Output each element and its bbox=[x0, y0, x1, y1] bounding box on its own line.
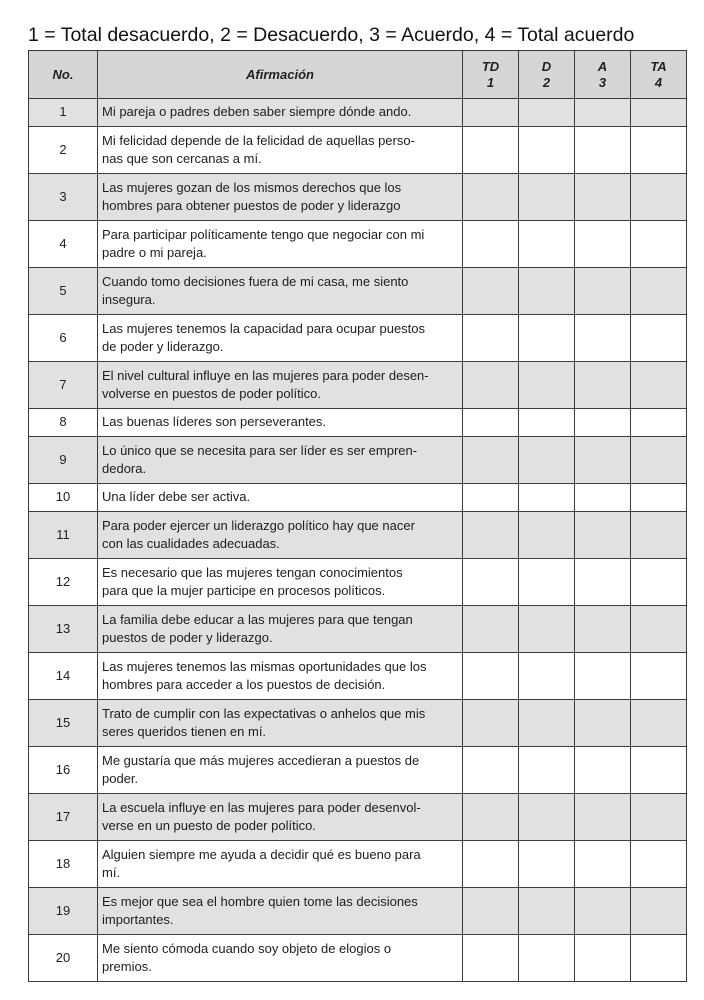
affirmation-line: premios. bbox=[102, 959, 152, 974]
response-cell-a[interactable] bbox=[575, 315, 631, 362]
header-d bbox=[519, 51, 575, 99]
affirmation-text bbox=[98, 747, 463, 794]
table-row bbox=[29, 747, 687, 794]
affirmation-line: de poder y liderazgo. bbox=[102, 339, 224, 354]
affirmation-line: padre o mi pareja. bbox=[102, 245, 207, 260]
affirmation-line: importantes. bbox=[102, 912, 174, 927]
affirmation-line: Una líder debe ser activa. bbox=[102, 489, 251, 505]
response-cell-ta[interactable] bbox=[631, 362, 687, 409]
affirmation-text bbox=[98, 268, 463, 315]
response-cell-d[interactable] bbox=[519, 747, 575, 794]
response-cell-d[interactable] bbox=[519, 606, 575, 653]
response-cell-a[interactable] bbox=[575, 653, 631, 700]
response-cell-d[interactable] bbox=[519, 888, 575, 935]
affirmation-line: verse en un puesto de poder político. bbox=[102, 818, 316, 833]
response-cell-ta[interactable] bbox=[631, 99, 687, 127]
row-number: 17 bbox=[29, 794, 98, 841]
affirmation-line: Para poder ejercer un liderazgo político hay que nacer bbox=[102, 517, 415, 533]
response-cell-ta[interactable] bbox=[631, 221, 687, 268]
response-cell-a[interactable] bbox=[575, 935, 631, 982]
header-code: TD bbox=[481, 58, 500, 74]
row-number: 18 bbox=[29, 841, 98, 888]
header-number: 2 bbox=[542, 74, 551, 90]
affirmation-text bbox=[98, 362, 463, 409]
affirmation-line: puestos de poder y liderazgo. bbox=[102, 630, 273, 645]
response-cell-d[interactable] bbox=[519, 99, 575, 127]
affirmation-line: Es necesario que las mujeres tengan conocimientos bbox=[102, 564, 403, 580]
response-cell-td[interactable] bbox=[463, 99, 519, 127]
survey-body bbox=[29, 99, 687, 982]
row-number: 19 bbox=[29, 888, 98, 935]
affirmation-text bbox=[98, 99, 463, 127]
response-cell-d[interactable] bbox=[519, 484, 575, 512]
response-cell-d[interactable] bbox=[519, 794, 575, 841]
response-cell-d[interactable] bbox=[519, 221, 575, 268]
affirmation-line: Lo único que se necesita para ser líder es ser empren- bbox=[102, 442, 418, 458]
affirmation-line: Es mejor que sea el hombre quien tome las decisiones bbox=[102, 893, 418, 909]
response-cell-td[interactable] bbox=[463, 174, 519, 221]
row-number: 15 bbox=[29, 700, 98, 747]
response-cell-d[interactable] bbox=[519, 653, 575, 700]
affirmation-line: Trato de cumplir con las expectativas o anhelos que mis bbox=[102, 705, 426, 721]
survey-table bbox=[28, 50, 687, 982]
affirmation-line: Las mujeres tenemos las mismas oportunidades que los bbox=[102, 658, 427, 674]
affirmation-line: dedora. bbox=[102, 461, 147, 476]
affirmation-line: hombres para obtener puestos de poder y liderazgo bbox=[102, 198, 401, 213]
table-row bbox=[29, 409, 687, 437]
affirmation-line: volverse en puestos de poder político. bbox=[102, 386, 321, 401]
response-cell-d[interactable] bbox=[519, 127, 575, 174]
response-cell-ta[interactable] bbox=[631, 559, 687, 606]
response-cell-d[interactable] bbox=[519, 268, 575, 315]
response-cell-td[interactable] bbox=[463, 747, 519, 794]
header-td bbox=[463, 51, 519, 99]
response-cell-td[interactable] bbox=[463, 606, 519, 653]
response-cell-a[interactable] bbox=[575, 841, 631, 888]
header-number: 1 bbox=[486, 74, 495, 90]
response-cell-a[interactable] bbox=[575, 127, 631, 174]
table-row bbox=[29, 700, 687, 747]
affirmation-line: Alguien siempre me ayuda a decidir qué es bueno para bbox=[102, 846, 421, 862]
affirmation-text bbox=[98, 653, 463, 700]
response-cell-ta[interactable] bbox=[631, 888, 687, 935]
response-cell-td[interactable] bbox=[463, 841, 519, 888]
row-number: 16 bbox=[29, 747, 98, 794]
affirmation-line: La familia debe educar a las mujeres para que tengan bbox=[102, 611, 413, 627]
table-row bbox=[29, 841, 687, 888]
header-code: D bbox=[541, 58, 552, 74]
response-cell-td[interactable] bbox=[463, 794, 519, 841]
row-number: 6 bbox=[29, 315, 98, 362]
scale-legend: 1 = Total desacuerdo, 2 = Desacuerdo, 3 = Acuerdo, 4 = Total acuerdo bbox=[28, 24, 635, 46]
table-row bbox=[29, 221, 687, 268]
affirmation-line: El nivel cultural influye en las mujeres para poder desen- bbox=[102, 367, 429, 383]
response-cell-td[interactable] bbox=[463, 512, 519, 559]
header-no: No. bbox=[29, 51, 98, 99]
response-cell-ta[interactable] bbox=[631, 484, 687, 512]
response-cell-a[interactable] bbox=[575, 362, 631, 409]
response-cell-d[interactable] bbox=[519, 512, 575, 559]
response-cell-d[interactable] bbox=[519, 935, 575, 982]
table-row bbox=[29, 559, 687, 606]
row-number: 9 bbox=[29, 437, 98, 484]
table-row bbox=[29, 935, 687, 982]
response-cell-d[interactable] bbox=[519, 409, 575, 437]
affirmation-line: poder. bbox=[102, 771, 139, 786]
affirmation-line: Mi felicidad depende de la felicidad de aquellas perso- bbox=[102, 132, 415, 148]
affirmation-line: mí. bbox=[102, 865, 121, 880]
response-cell-ta[interactable] bbox=[631, 127, 687, 174]
response-cell-a[interactable] bbox=[575, 409, 631, 437]
row-number: 12 bbox=[29, 559, 98, 606]
response-cell-d[interactable] bbox=[519, 174, 575, 221]
response-cell-td[interactable] bbox=[463, 362, 519, 409]
response-cell-td[interactable] bbox=[463, 221, 519, 268]
affirmation-text bbox=[98, 409, 463, 437]
table-row bbox=[29, 437, 687, 484]
affirmation-text bbox=[98, 700, 463, 747]
affirmation-text bbox=[98, 127, 463, 174]
row-number: 10 bbox=[29, 484, 98, 512]
response-cell-ta[interactable] bbox=[631, 409, 687, 437]
response-cell-d[interactable] bbox=[519, 437, 575, 484]
response-cell-td[interactable] bbox=[463, 888, 519, 935]
row-number: 7 bbox=[29, 362, 98, 409]
affirmation-line: Las buenas líderes son perseverantes. bbox=[102, 414, 327, 430]
table-row bbox=[29, 512, 687, 559]
row-number: 1 bbox=[29, 99, 98, 127]
response-cell-ta[interactable] bbox=[631, 315, 687, 362]
header-number: 3 bbox=[598, 74, 607, 90]
row-number: 20 bbox=[29, 935, 98, 982]
affirmation-text bbox=[98, 841, 463, 888]
affirmation-line: Las mujeres gozan de los mismos derechos que los bbox=[102, 179, 402, 195]
response-cell-td[interactable] bbox=[463, 484, 519, 512]
affirmation-text bbox=[98, 221, 463, 268]
row-number: 3 bbox=[29, 174, 98, 221]
header-ta bbox=[631, 51, 687, 99]
response-cell-ta[interactable] bbox=[631, 841, 687, 888]
response-cell-ta[interactable] bbox=[631, 174, 687, 221]
table-row bbox=[29, 653, 687, 700]
response-cell-ta[interactable] bbox=[631, 794, 687, 841]
response-cell-d[interactable] bbox=[519, 559, 575, 606]
response-cell-ta[interactable] bbox=[631, 700, 687, 747]
response-cell-ta[interactable] bbox=[631, 606, 687, 653]
row-number: 13 bbox=[29, 606, 98, 653]
response-cell-td[interactable] bbox=[463, 127, 519, 174]
affirmation-line: seres queridos tienen en mí. bbox=[102, 724, 267, 739]
affirmation-text bbox=[98, 794, 463, 841]
table-row bbox=[29, 606, 687, 653]
affirmation-text bbox=[98, 315, 463, 362]
affirmation-line: Mi pareja o padres deben saber siempre dónde ando. bbox=[102, 104, 412, 120]
response-cell-a[interactable] bbox=[575, 512, 631, 559]
affirmation-text bbox=[98, 888, 463, 935]
affirmation-line: para que la mujer participe en procesos políticos. bbox=[102, 583, 386, 598]
response-cell-ta[interactable] bbox=[631, 512, 687, 559]
table-row bbox=[29, 174, 687, 221]
affirmation-line: Las mujeres tenemos la capacidad para ocupar puestos bbox=[102, 320, 426, 336]
header-number: 4 bbox=[654, 74, 663, 90]
affirmation-line: Me gustaría que más mujeres accedieran a puestos de bbox=[102, 752, 420, 768]
response-cell-a[interactable] bbox=[575, 794, 631, 841]
header-a bbox=[575, 51, 631, 99]
response-cell-td[interactable] bbox=[463, 437, 519, 484]
response-cell-a[interactable] bbox=[575, 99, 631, 127]
response-cell-a[interactable] bbox=[575, 268, 631, 315]
response-cell-d[interactable] bbox=[519, 362, 575, 409]
response-cell-ta[interactable] bbox=[631, 437, 687, 484]
response-cell-a[interactable] bbox=[575, 174, 631, 221]
affirmation-line: Cuando tomo decisiones fuera de mi casa, me siento bbox=[102, 273, 409, 289]
response-cell-a[interactable] bbox=[575, 559, 631, 606]
response-cell-ta[interactable] bbox=[631, 747, 687, 794]
header-affirmation: Afirmación bbox=[98, 51, 463, 99]
affirmation-line: nas que son cercanas a mí. bbox=[102, 151, 262, 166]
response-cell-td[interactable] bbox=[463, 653, 519, 700]
table-row bbox=[29, 127, 687, 174]
header-code: A bbox=[597, 58, 608, 74]
affirmation-text bbox=[98, 606, 463, 653]
table-row bbox=[29, 99, 687, 127]
response-cell-td[interactable] bbox=[463, 935, 519, 982]
affirmation-text bbox=[98, 174, 463, 221]
table-row bbox=[29, 268, 687, 315]
affirmation-line: Me siento cómoda cuando soy objeto de elogios o bbox=[102, 940, 392, 956]
affirmation-text bbox=[98, 559, 463, 606]
response-cell-ta[interactable] bbox=[631, 653, 687, 700]
table-row bbox=[29, 484, 687, 512]
response-cell-td[interactable] bbox=[463, 268, 519, 315]
affirmation-text bbox=[98, 484, 463, 512]
row-number: 8 bbox=[29, 409, 98, 437]
header-row bbox=[29, 51, 687, 99]
affirmation-line: con las cualidades adecuadas. bbox=[102, 536, 280, 551]
response-cell-a[interactable] bbox=[575, 437, 631, 484]
row-number: 2 bbox=[29, 127, 98, 174]
response-cell-d[interactable] bbox=[519, 841, 575, 888]
table-row bbox=[29, 315, 687, 362]
response-cell-a[interactable] bbox=[575, 606, 631, 653]
response-cell-a[interactable] bbox=[575, 221, 631, 268]
affirmation-text bbox=[98, 512, 463, 559]
response-cell-td[interactable] bbox=[463, 315, 519, 362]
affirmation-line: hombres para acceder a los puestos de decisión. bbox=[102, 677, 386, 692]
row-number: 4 bbox=[29, 221, 98, 268]
affirmation-text bbox=[98, 935, 463, 982]
response-cell-a[interactable] bbox=[575, 700, 631, 747]
header-code: TA bbox=[650, 58, 667, 74]
affirmation-text bbox=[98, 437, 463, 484]
row-number: 5 bbox=[29, 268, 98, 315]
response-cell-td[interactable] bbox=[463, 559, 519, 606]
response-cell-td[interactable] bbox=[463, 409, 519, 437]
table-row bbox=[29, 888, 687, 935]
table-row bbox=[29, 362, 687, 409]
response-cell-a[interactable] bbox=[575, 747, 631, 794]
response-cell-td[interactable] bbox=[463, 700, 519, 747]
affirmation-line: Para participar políticamente tengo que negociar con mi bbox=[102, 226, 425, 242]
response-cell-ta[interactable] bbox=[631, 268, 687, 315]
response-cell-d[interactable] bbox=[519, 315, 575, 362]
row-number: 11 bbox=[29, 512, 98, 559]
response-cell-d[interactable] bbox=[519, 700, 575, 747]
response-cell-ta[interactable] bbox=[631, 935, 687, 982]
response-cell-a[interactable] bbox=[575, 888, 631, 935]
affirmation-line: insegura. bbox=[102, 292, 156, 307]
row-number: 14 bbox=[29, 653, 98, 700]
table-row bbox=[29, 794, 687, 841]
response-cell-a[interactable] bbox=[575, 484, 631, 512]
affirmation-line: La escuela influye en las mujeres para poder desenvol- bbox=[102, 799, 421, 815]
